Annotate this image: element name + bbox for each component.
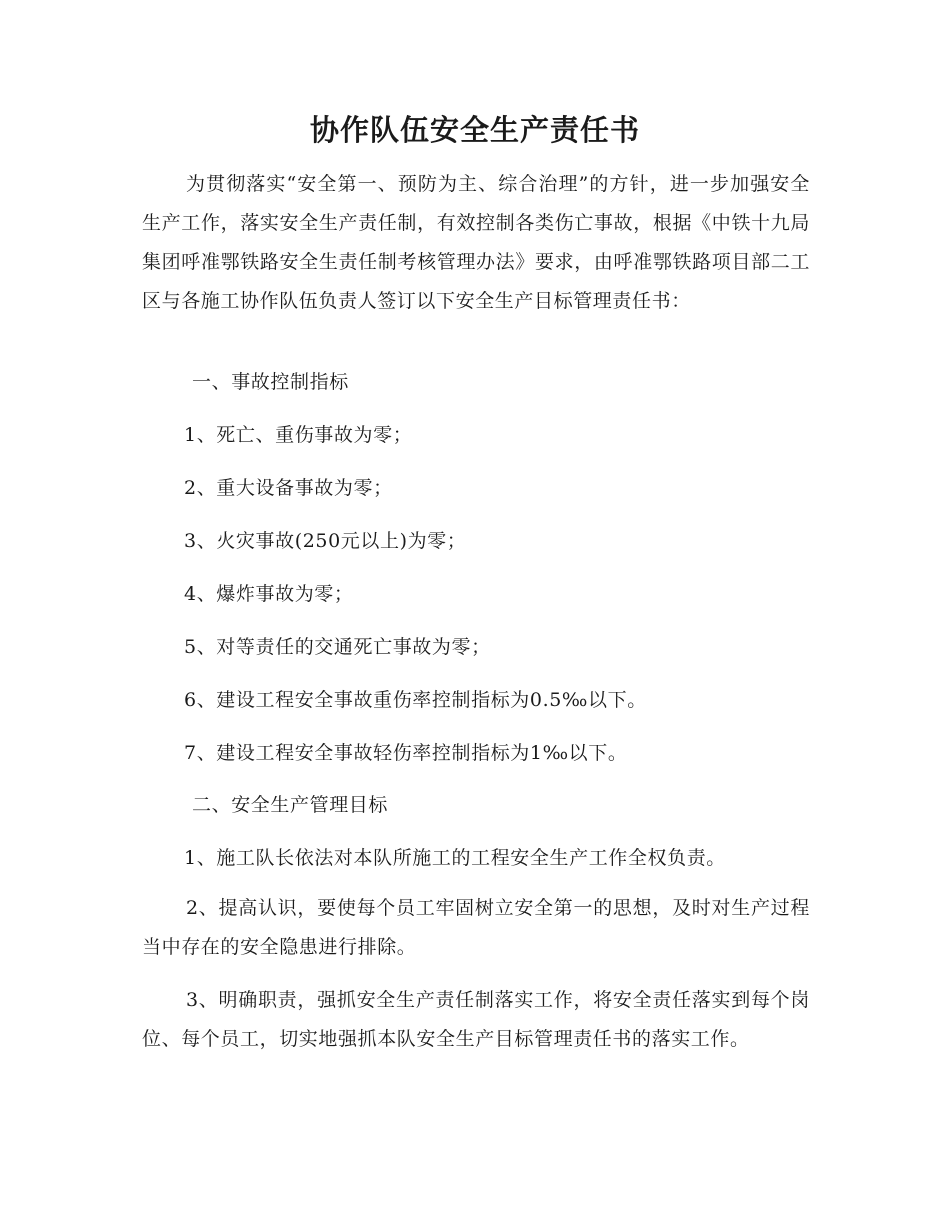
section2-heading: 二、安全生产管理目标	[192, 794, 389, 816]
section2-item-1: 1、施工队长依法对本队所施工的工程安全生产工作全权负责。	[184, 847, 726, 869]
section1-item-1: 1、死亡、重伤事故为零；	[184, 424, 413, 446]
document-title: 协作队伍安全生产责任书	[309, 113, 640, 147]
section1-item-6: 6、建设工程安全事故重伤率控制指标为0.5‰以下。	[184, 689, 647, 711]
intro-paragraph: 为贯彻落实“安全第一、预防为主、综合治理”的方针，进一步加强安全生产工作，落实安全生产责任制，有效控制各类伤亡事故，根据《中铁十九局集团呼准鄂铁路安全生责任制考核管理办法》要求，由呼准鄂铁路项目部二工区与各施工协作队伍负责人签订以下安全生产目标管理责任书：	[142, 173, 810, 312]
section1-item-2: 2、重大设备事故为零；	[184, 477, 393, 499]
section2-item-3: 3、明确职责，强抓安全生产责任制落实工作，将安全责任落实到每个岗位、每个员工，切实地强抓本队安全生产目标管理责任书的落实工作。	[142, 989, 810, 1050]
section1-item-3: 3、火灾事故(250元以上)为零；	[184, 530, 467, 552]
section1-heading: 一、事故控制指标	[192, 371, 349, 393]
section1-item-4: 4、爆炸事故为零；	[184, 583, 354, 605]
section2-item-2: 2、提高认识，要使每个员工牢固树立安全第一的思想，及时对生产过程当中存在的安全隐患进行排除。	[142, 897, 810, 958]
section1-item-7: 7、建设工程安全事故轻伤率控制指标为1‰以下。	[184, 742, 628, 764]
section1-item-5: 5、对等责任的交通死亡事故为零；	[184, 636, 491, 658]
